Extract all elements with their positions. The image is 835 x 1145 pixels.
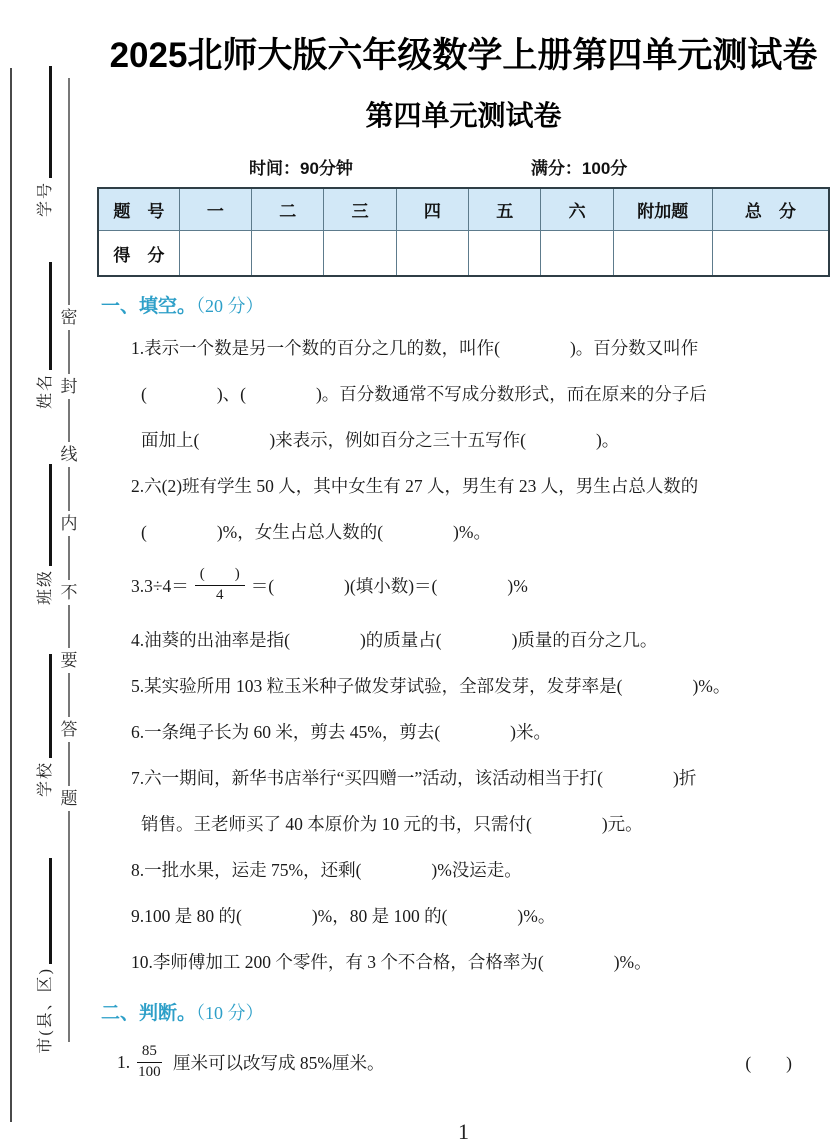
seal-line-char: 密	[60, 308, 78, 328]
unit-title: 第四单元测试卷	[365, 100, 562, 131]
margin-field-label: 学校	[36, 761, 54, 798]
question-text: 厘米可以改写成 85%厘米。	[168, 1052, 385, 1073]
margin-field-label: 姓名	[36, 373, 54, 410]
time-limit-label: 时间：90分钟	[249, 159, 353, 178]
page-number: 1	[458, 1119, 469, 1144]
fraction-denominator: 4	[215, 586, 224, 603]
fraction	[136, 1042, 163, 1082]
score-table-header-cell: 三	[324, 188, 396, 231]
answer-parentheses: ( )	[745, 1052, 792, 1073]
margin-field-line	[49, 464, 52, 566]
margin-field-line	[49, 66, 52, 178]
seal-line-char: 题	[60, 788, 78, 808]
question-line	[97, 800, 830, 846]
score-table-header-cell: 二	[252, 188, 324, 231]
score-cell-empty	[324, 231, 396, 277]
question-line	[97, 938, 830, 984]
question-line	[97, 554, 830, 616]
score-table-header-cell: 五	[469, 188, 541, 231]
seal-line-segment	[68, 467, 70, 511]
question-line	[97, 1031, 830, 1093]
seal-line-char: 封	[60, 376, 78, 396]
margin-field-line	[49, 858, 52, 964]
question-line	[97, 846, 830, 892]
score-table-header-cell: 六	[541, 188, 613, 231]
question-line	[97, 462, 830, 508]
score-table-header-row	[98, 188, 829, 231]
margin-field-label: 学号	[36, 181, 54, 218]
fraction-numerator: ( )	[195, 565, 245, 586]
question-line	[97, 892, 830, 938]
score-cell-empty	[469, 231, 541, 277]
score-row-label: 得 分	[98, 231, 179, 277]
seal-line-segment	[68, 742, 70, 786]
question-text: 6.一条绳子长为 60 米，剪去 45%，剪去( )米。	[131, 721, 551, 742]
section-heading-name: 一、填空。	[101, 296, 197, 317]
question-text: 8.一批水果，运走 75%，还剩( )%没运走。	[131, 859, 522, 880]
score-cell-empty	[252, 231, 324, 277]
fraction-numerator: 85	[137, 1042, 162, 1063]
margin-field	[30, 66, 56, 217]
seal-line-segment	[68, 673, 70, 717]
margin-field-label: 市(县、区)	[36, 967, 54, 1054]
content-area	[97, 0, 830, 1145]
seal-line	[60, 74, 78, 1046]
question-text: ( )%，女生占总人数的( )%。	[141, 521, 491, 542]
section-heading	[101, 291, 830, 318]
question-text: 7.六一期间，新华书店举行“买四赠一”活动，该活动相当于打( )折	[131, 767, 697, 788]
question-text: 销售。王老师买了 40 本原价为 10 元的书，只需付( )元。	[141, 813, 643, 834]
seal-line-segment	[68, 78, 70, 305]
seal-line-char: 答	[60, 719, 78, 739]
seal-line-segment	[68, 536, 70, 580]
score-table-header-cell: 附加题	[613, 188, 712, 231]
score-cell-empty	[712, 231, 829, 277]
score-table-score-row	[98, 231, 829, 277]
question-text: 1.	[117, 1051, 131, 1072]
section-points: （10 分）	[196, 1003, 264, 1023]
score-table-header-cell: 四	[396, 188, 468, 231]
exam-info-row	[97, 154, 830, 179]
seal-line-char: 要	[60, 651, 78, 671]
score-cell-empty	[179, 231, 251, 277]
score-table	[97, 187, 830, 277]
question-line	[97, 708, 830, 754]
score-cell-empty	[613, 231, 712, 277]
margin-field-line	[49, 654, 52, 758]
question-text: 9.100 是 80 的( )%，80 是 100 的( )%。	[131, 905, 556, 926]
margin-field	[30, 464, 56, 605]
seal-line-char: 不	[60, 582, 78, 602]
seal-line-char: 线	[60, 445, 78, 465]
question-text: 1.表示一个数是另一个数的百分之几的数，叫作( )。百分数又叫作	[131, 337, 699, 358]
seal-line-segment	[68, 605, 70, 649]
question-line	[97, 324, 830, 370]
margin-field-line	[49, 262, 52, 370]
question-line	[97, 508, 830, 554]
seal-line-segment	[68, 330, 70, 374]
question-text: ( )、( )。百分数通常不写成分数形式，而在原来的分子后	[141, 383, 707, 404]
question-text: 面加上( )来表示，例如百分之三十五写作( )。	[141, 429, 620, 450]
margin-field	[30, 858, 56, 1054]
fraction-denominator: 100	[138, 1063, 161, 1080]
question-text: 3.3÷4＝	[131, 575, 189, 596]
paper-title: 2025北师大版六年级数学上册第四单元测试卷	[109, 36, 818, 75]
question-line	[97, 370, 830, 416]
margin-field	[30, 262, 56, 409]
full-score-label: 满分：100分	[530, 159, 628, 178]
score-table-header-cell: 题 号	[98, 188, 179, 231]
question-text: ＝( )(填小数)＝( )%	[250, 575, 528, 596]
seal-line-segment	[68, 811, 70, 1042]
margin-field	[30, 654, 56, 797]
seal-line-segment	[68, 399, 70, 443]
page-edge-line	[10, 68, 12, 1122]
questions-area	[97, 291, 830, 1093]
section-points: （20 分）	[196, 296, 264, 316]
question-line	[97, 754, 830, 800]
question-line	[97, 416, 830, 462]
question-text: 10.李师傅加工 200 个零件，有 3 个不合格，合格率为( )%。	[131, 951, 652, 972]
margin-field-label: 班级	[36, 569, 54, 606]
section-heading	[101, 998, 830, 1025]
score-cell-empty	[396, 231, 468, 277]
section-heading-name: 二、判断。	[101, 1003, 197, 1024]
score-table-header-cell: 总 分	[712, 188, 829, 231]
score-cell-empty	[541, 231, 613, 277]
question-text: 5.某实验所用 103 粒玉米种子做发芽试验，全部发芽，发芽率是( )%。	[131, 675, 731, 696]
fraction	[195, 565, 245, 605]
question-line	[97, 662, 830, 708]
question-text: 4.油葵的出油率是指( )的质量占( )质量的百分之几。	[131, 629, 658, 650]
seal-line-char: 内	[60, 513, 78, 533]
question-line	[97, 616, 830, 662]
question-text: 2.六(2)班有学生 50 人，其中女生有 27 人，男生有 23 人，男生占总人数的	[131, 475, 699, 496]
score-table-header-cell: 一	[179, 188, 251, 231]
